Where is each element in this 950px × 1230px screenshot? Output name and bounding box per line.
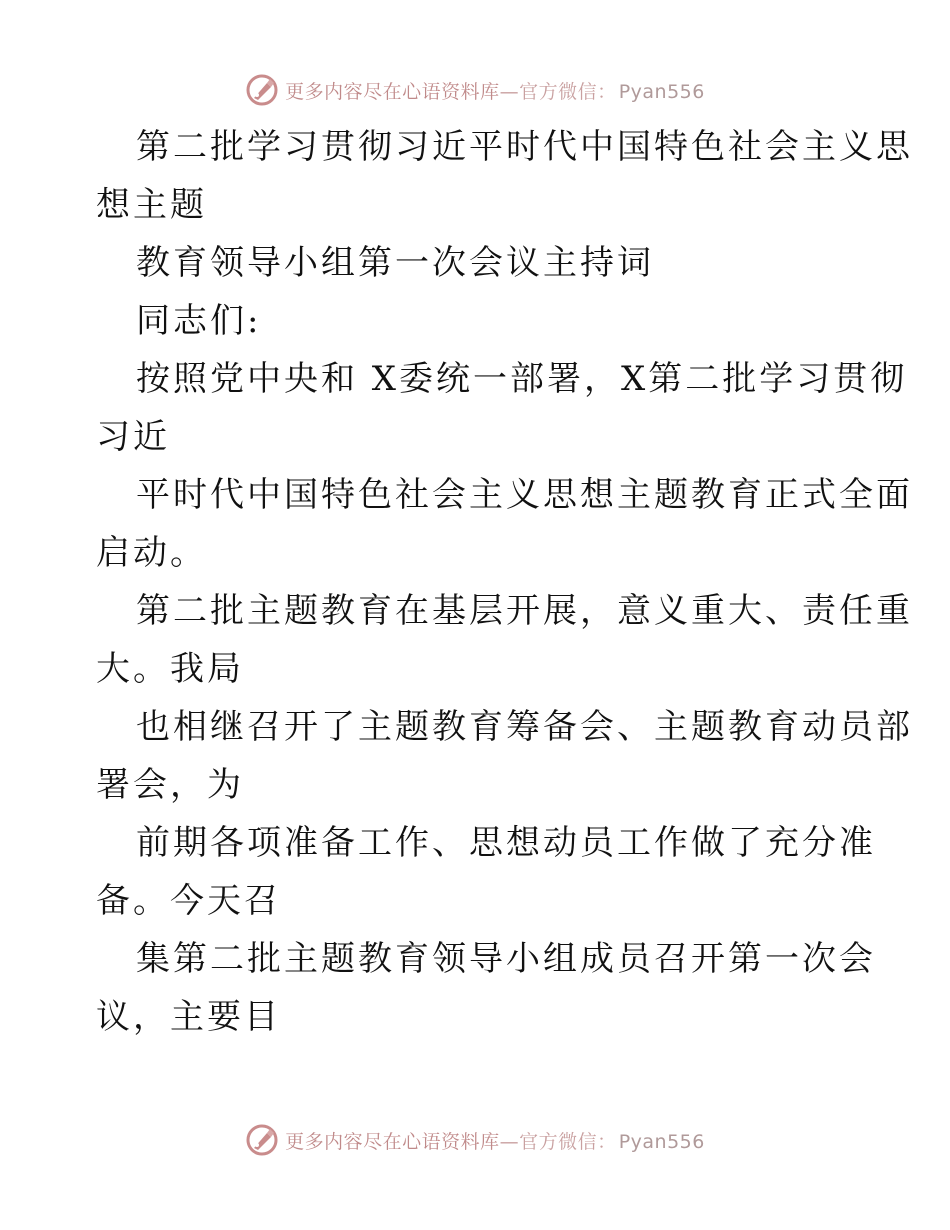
text-line: 第二批主题教育在基层开展，意义重大、责任重 xyxy=(136,591,913,631)
text-line: 教育领导小组第一次会议主持词 xyxy=(136,243,654,283)
text-line: 集第二批主题教育领导小组成员召开第一次会 xyxy=(136,939,876,979)
text-line: 同志们: xyxy=(136,301,262,341)
watermark-dash: — xyxy=(499,1130,520,1153)
text-line: 议，主要目 xyxy=(96,997,281,1037)
watermark-site: 更多内容尽在心语资料库 xyxy=(285,1130,500,1153)
watermark-text xyxy=(285,1127,705,1154)
watermark-wechat-label: 官方微信： xyxy=(519,80,617,103)
watermark-text xyxy=(285,77,705,104)
text-line: 前期各项准备工作、思想动员工作做了充分准 xyxy=(136,823,876,863)
text-line: 启动。 xyxy=(96,533,207,573)
text-line: 也相继召开了主题教育筹备会、主题教育动员部 xyxy=(136,707,913,747)
text-line: 署会，为 xyxy=(96,765,244,805)
document-body xyxy=(96,118,913,1046)
text-line: 备。今天召 xyxy=(96,881,281,921)
text-line: 习近 xyxy=(96,417,170,457)
text-line: 大。我局 xyxy=(96,649,244,689)
header-watermark xyxy=(0,70,950,110)
watermark-dash: — xyxy=(499,80,520,103)
watermark-wechat-label: 官方微信： xyxy=(519,1130,617,1153)
pen-nib-seal-icon xyxy=(245,73,279,107)
watermark-site: 更多内容尽在心语资料库 xyxy=(285,80,500,103)
watermark-wechat-id: Pyan556 xyxy=(618,1130,705,1153)
text-line: 平时代中国特色社会主义思想主题教育正式全面 xyxy=(136,475,913,515)
watermark-wechat-id: Pyan556 xyxy=(618,80,705,103)
text-line: 按照党中央和 X委统一部署，X第二批学习贯彻 xyxy=(136,359,908,399)
text-line: 第二批学习贯彻习近平时代中国特色社会主义思 xyxy=(136,127,913,167)
footer-watermark xyxy=(0,1120,950,1160)
pen-nib-seal-icon xyxy=(245,1123,279,1157)
text-line: 想主题 xyxy=(96,185,207,225)
